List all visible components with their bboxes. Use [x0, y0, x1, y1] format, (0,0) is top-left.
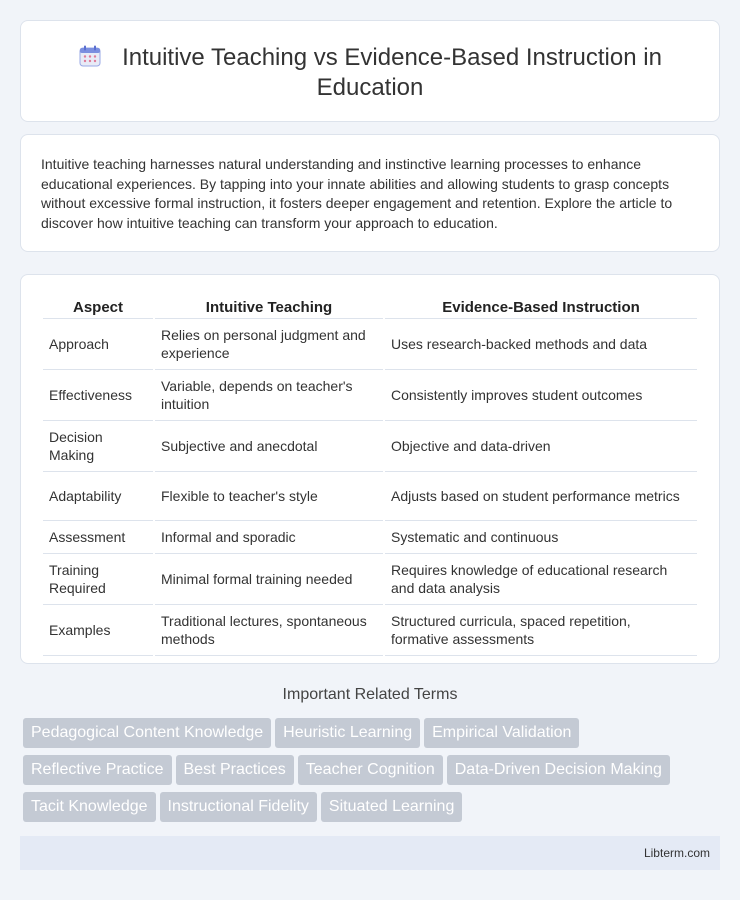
footer: [20, 836, 720, 870]
cell-evidence: Structured curricula, spaced repetition, formative assessments: [385, 605, 697, 656]
term-tag[interactable]: Heuristic Learning: [275, 718, 420, 748]
cell-aspect: Effectiveness: [43, 370, 153, 421]
term-tag[interactable]: Best Practices: [176, 755, 294, 785]
cell-intuitive: Minimal formal training needed: [155, 554, 383, 605]
term-tag[interactable]: Reflective Practice: [23, 755, 172, 785]
table-row: [43, 370, 697, 421]
cell-evidence: Uses research-backed methods and data: [385, 319, 697, 370]
intro-card: [20, 134, 720, 252]
cell-aspect: Assessment: [43, 521, 153, 554]
term-tag[interactable]: Pedagogical Content Knowledge: [23, 718, 271, 748]
comparison-card: [20, 274, 720, 664]
cell-evidence: Consistently improves student outcomes: [385, 370, 697, 421]
cell-intuitive: Variable, depends on teacher's intuition: [155, 370, 383, 421]
term-tag[interactable]: Situated Learning: [321, 792, 462, 822]
header-intuitive-teaching: Intuitive Teaching: [155, 295, 383, 319]
cell-aspect: Examples: [43, 605, 153, 656]
title-line-2: Education: [316, 74, 424, 101]
cell-evidence: Adjusts based on student performance metrics: [385, 472, 697, 521]
table-row: [43, 605, 697, 656]
cell-intuitive: Flexible to teacher's style: [155, 472, 383, 521]
comparison-table: [41, 295, 699, 656]
cell-aspect: Adaptability: [43, 472, 153, 521]
term-tag[interactable]: Teacher Cognition: [298, 755, 443, 785]
table-row: [43, 472, 697, 521]
term-tag[interactable]: Instructional Fidelity: [160, 792, 317, 822]
header-aspect: Aspect: [43, 295, 153, 319]
term-tag[interactable]: Empirical Validation: [424, 718, 579, 748]
term-tag[interactable]: Data-Driven Decision Making: [447, 755, 670, 785]
cell-intuitive: Subjective and anecdotal: [155, 421, 383, 472]
cell-intuitive: Informal and sporadic: [155, 521, 383, 554]
related-terms-heading: Important Related Terms: [282, 686, 458, 703]
cell-evidence: Objective and data-driven: [385, 421, 697, 472]
cell-evidence: Requires knowledge of educational research and data analysis: [385, 554, 697, 605]
table-row: [43, 319, 697, 370]
cell-intuitive: Traditional lectures, spontaneous methods: [155, 605, 383, 656]
cell-intuitive: Relies on personal judgment and experience: [155, 319, 383, 370]
table-row: [43, 554, 697, 605]
calendar-icon: [78, 44, 102, 68]
cell-aspect: Training Required: [43, 554, 153, 605]
term-tag[interactable]: Tacit Knowledge: [23, 792, 156, 822]
title-card: [20, 20, 720, 122]
related-terms-list: [23, 718, 723, 829]
page-title: [21, 43, 719, 103]
cell-aspect: Decision Making: [43, 421, 153, 472]
table-row: [43, 421, 697, 472]
cell-aspect: Approach: [43, 319, 153, 370]
header-evidence-based-instruction: Evidence-Based Instruction: [385, 295, 697, 319]
footer-site-link[interactable]: Libterm.com: [643, 846, 710, 860]
intro-paragraph: Intuitive teaching harnesses natural understanding and instinctive learning processes to enhance educational experiences. By tapping into your innate abilities and allowing students to grasp concepts without excessive formal instruction, it fosters deeper engagement and retention. Explore the article to discover how intuitive teaching can transform your approach to education.: [41, 156, 673, 231]
cell-evidence: Systematic and continuous: [385, 521, 697, 554]
table-row: [43, 521, 697, 554]
title-line-1: Intuitive Teaching vs Evidence-Based Instruction in: [122, 44, 662, 71]
